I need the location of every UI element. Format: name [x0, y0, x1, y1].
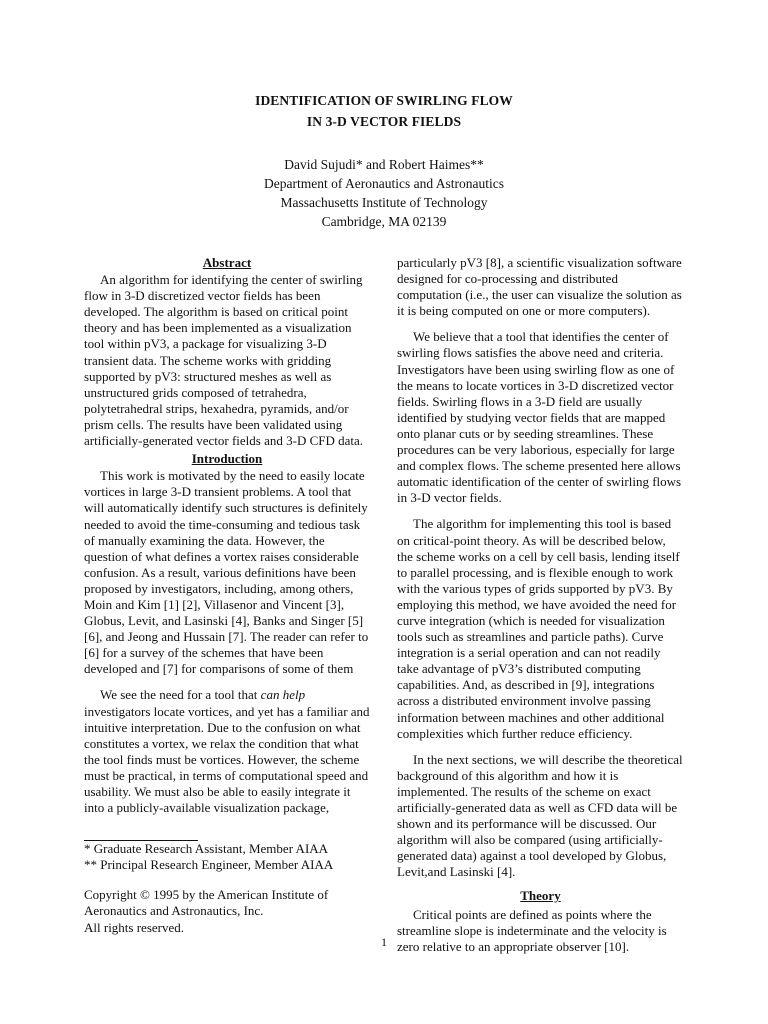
- author-department: Department of Aeronautics and Astronautics: [264, 176, 504, 191]
- author-location: Cambridge, MA 02139: [321, 214, 447, 229]
- copyright-line-3: All rights reserved.: [84, 919, 185, 935]
- title-line-1: IDENTIFICATION OF SWIRLING FLOW: [255, 93, 513, 108]
- title-line-2: IN 3-D VECTOR FIELDS: [306, 114, 462, 129]
- page-number: 1: [381, 935, 387, 949]
- introduction-paragraph-2: [84, 687, 370, 816]
- footnote-1: * Graduate Research Assistant, Member AIAA: [84, 841, 329, 857]
- continued-paragraph: particularly pV3 [8], a scientific visualization software designed for co-processing and distributed computation (i.e., the user can visualize the solution as it is being computed on one or more computers).: [397, 255, 682, 319]
- left-column: [84, 255, 370, 936]
- theory-heading: Theory: [520, 888, 561, 904]
- author-names: David Sujudi* and Robert Haimes**: [284, 157, 484, 172]
- abstract-heading: Abstract: [202, 255, 252, 270]
- abstract-text: An algorithm for identifying the center of swirling flow in 3-D discretized vector fields has been developed. The algorithm is based on critical point theory and has been implemented as a visualization tool within pV3, a package for visualizing 3-D transient data. The scheme works with gridding supported by pV3: structured meshes as well as unstructured grids composed of tetrahedra, polytetrahedral strips, hexahedra, pyramids, and/or prism cells. The results have been validated using artificially-generated vector fields and 3-D CFD data.: [84, 272, 364, 449]
- intro-p2-before: We see the need for a tool that: [100, 687, 261, 703]
- right-column: [397, 255, 684, 955]
- copyright-line-1: Copyright © 1995 by the American Institute of: [84, 887, 329, 903]
- paper-title: [0, 90, 768, 132]
- footnote-2: ** Principal Research Engineer, Member AIAA: [84, 857, 334, 873]
- author-block: [0, 155, 768, 231]
- paragraph-algorithm: The algorithm for implementing this tool is based on critical-point theory. As will be described below, the scheme works on a cell by cell basis, lending itself to parallel processing, and is flexible enough to work with the various types of grids supported by pV3. By employing this method, we have avoided the need for curve integration (which is needed for visualization tools such as streamlines and particle paths). Curve integration is a serial operation and can not readily take advantage of pV3’s distributed computing capabilities. And, as described in [9], integrations across a distributed environment involve passing information between machines and other additional complexities which further reduce efficiency.: [397, 516, 680, 741]
- intro-p2-after: investigators locate vortices, and yet has a familiar and intuitive interpretation. Due to the confusion on what constitutes a vortex, we relax the condition that what the tool finds must be vortices. However, the scheme must be practical, in terms of computational speed and usability. We must also be able to easily integrate it into a publicly-available visualization package,: [84, 703, 370, 816]
- paragraph-believe: We believe that a tool that identifies the center of swirling flows satisfies the above need and criteria. Investigators have been using swirling flow as one of the means to locate vortices in 3-D discretized vector fields. Swirling flows in a 3-D field are usually identified by studying vector fields that are mapped onto planar cuts or by seeding streamlines. These procedures can be very laborious, especially for large and complex flows. The scheme presented here allows automatic identification of the center of swirling flows in 3-D vector fields.: [397, 329, 682, 506]
- intro-p2-emphasis: can help: [260, 687, 306, 703]
- theory-paragraph: Critical points are defined as points where the streamline slope is indeterminate and the velocity is zero relative to an appropriate observer [10].: [397, 906, 667, 954]
- paragraph-next-sections: In the next sections, we will describe the theoretical background of this algorithm and how it is implemented. The results of the scheme on exact artificially-generated data as well as CFD data will be shown and its performance will be discussed. Our algorithm will also be compared (using artificially-generated data) against a tool developed by Globus, Levit,and Lasinski [4].: [397, 751, 683, 880]
- author-institution: Massachusetts Institute of Technology: [280, 195, 488, 210]
- introduction-heading: Introduction: [191, 451, 263, 467]
- copyright-notice: [84, 887, 370, 935]
- introduction-paragraph-1: This work is motivated by the need to easily locate vortices in large 3-D transient problems. A tool that will automatically identify such structures is definitely needed to avoid the time-consuming and tedious task of manually examining the data. However, the question of what defines a vortex raises considerable confusion. As a result, various definitions have been proposed by investigators, including, among others, Moin and Kim [1] [2], Villasenor and Vincent [3], Globus, Levit, and Lasinski [4], Banks and Singer [5] [6], and Jeong and Hussain [7]. The reader can refer to [6] for a survey of the schemes that have been developed and [7] for comparisons of some of them: [84, 468, 369, 677]
- copyright-line-2: Aeronautics and Astronautics, Inc.: [84, 903, 264, 919]
